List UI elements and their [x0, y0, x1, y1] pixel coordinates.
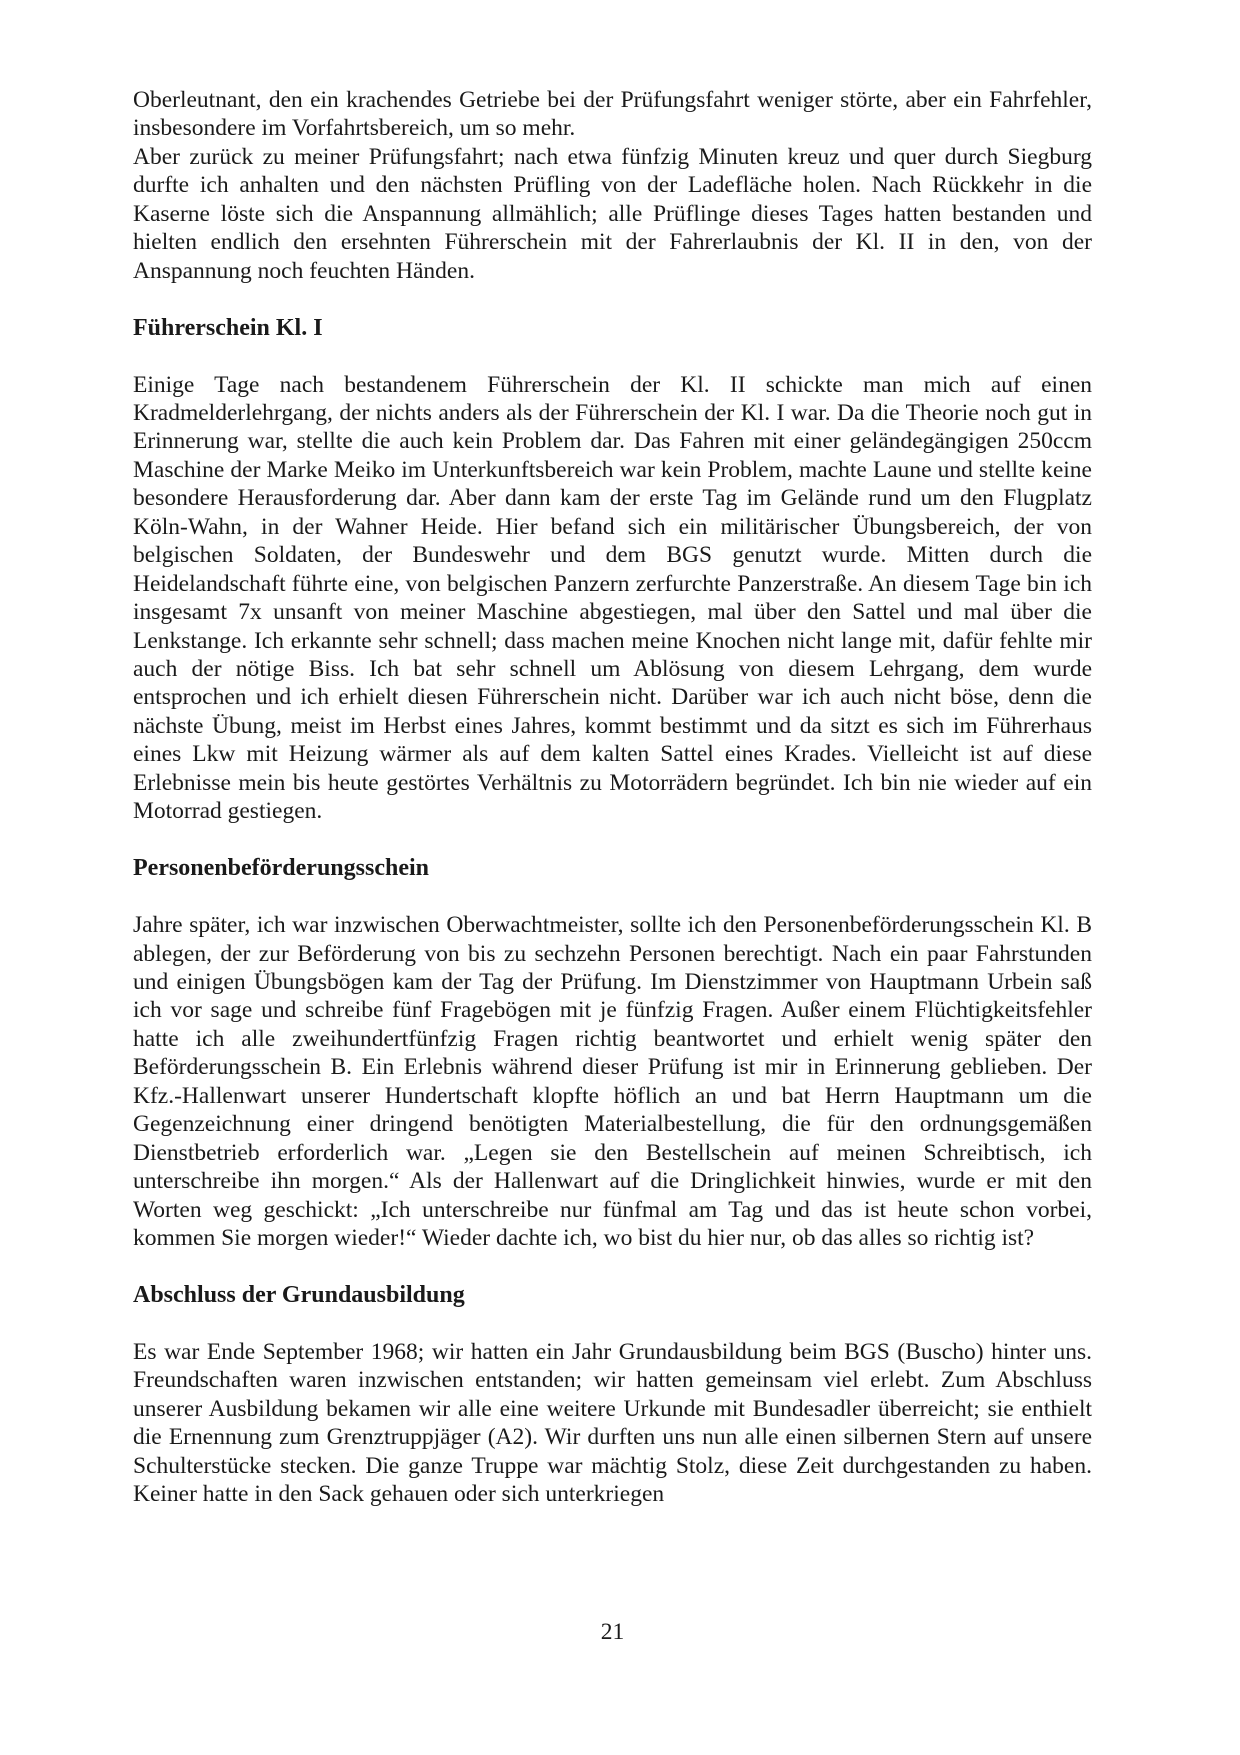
section-heading: Personenbeförderungsschein — [133, 855, 429, 882]
paragraph: Aber zurück zu meiner Prüfungsfahrt; nach etwa fünfzig Minuten kreuz und quer durch Siegburg durfte ich anhalten und den nächsten Prüfling von der Ladefläche holen. Nach Rückkehr in die Kaserne löste sich die Anspannung allmählich; alle Prüflinge dieses Tages hatten bestanden und hielten endlich den ersehnten Führerschein mit der Fahrerlaubnis der Kl. II in den, von der Anspannung noch feuchten Händen. — [133, 143, 1092, 284]
paragraph: Es war Ende September 1968; wir hatten ein Jahr Grundausbildung beim BGS (Buscho) hinter uns. Freundschaften waren inzwischen entstanden; wir hatten gemeinsam viel erlebt. Zum Abschluss unserer Ausbildung bekamen wir alle eine weitere Urkunde mit Bundesadler überreicht; sie enthielt die Ernennung zum Grenztruppjäger (A2). Wir durften uns nun alle einen silbernen Stern auf unsere Schulterstücke stecken. Die ganze Truppe war mächtig Stolz, diese Zeit durchgestanden zu haben. Keiner hatte in den Sack gehauen oder sich unterkriegen — [133, 1338, 1092, 1508]
paragraph: Jahre später, ich war inzwischen Oberwachtmeister, sollte ich den Personenbeförderungsschein Kl. B ablegen, der zur Beförderung von bis zu sechzehn Personen berechtigt. Nach ein paar Fahrstunden und einigen Übungsbögen kam der Tag der Prüfung. Im Dienstzimmer von Hauptmann Urbein saß ich vor sage und schreibe fünf Fragebögen mit je fünfzig Fragen. Außer einem Flüchtigkeitsfehler hatte ich alle zweihundertfünfzig Fragen richtig beantwortet und erhielt wenig später den Beförderungsschein B. Ein Erlebnis während dieser Prüfung ist mir in Erinnerung geblieben. Der Kfz.-Hallenwart unserer Hundertschaft klopfte höflich an und bat Herrn Hauptmann um die Gegenzeichnung einer dringend benötigten Materialbestellung, die für den ordnungsgemäßen Dienstbetrieb erforderlich war. „Legen sie den Bestellschein auf meinen Schreibtisch, ich unterschreibe ihn morgen.“ Als der Hallenwart auf die Dringlichkeit hinwies, wurde er mit den Worten weg geschickt: „Ich unterschreibe nur fünfmal am Tag und das ist heute schon vorbei, kommen Sie morgen wieder!“ Wieder dachte ich, wo bist du hier nur, ob das alles so richtig ist? — [133, 912, 1092, 1252]
section-heading: Führerschein Kl. I — [133, 314, 323, 341]
page-number: 21 — [600, 1619, 625, 1645]
document-body — [133, 86, 1092, 1509]
paragraph: Einige Tage nach bestandenem Führerschein der Kl. II schickte man mich auf einen Kradmelderlehrgang, der nichts anders als der Führerschein der Kl. I war. Da die Theorie noch gut in Erinnerung war, stellte die auch kein Problem dar. Das Fahren mit einer geländegängigen 250ccm Maschine der Marke Meiko im Unterkunftsbereich war kein Problem, machte Laune und stellte keine besondere Herausforderung dar. Aber dann kam der erste Tag im Gelände rund um den Flugplatz Köln-Wahn, in der Wahner Heide. Hier befand sich ein militärischer Übungsbereich, der von belgischen Soldaten, der Bundeswehr und dem BGS genutzt wurde. Mitten durch die Heidelandschaft führte eine, von belgischen Panzern zerfurchte Panzerstraße. An diesem Tage bin ich insgesamt 7x unsanft von meiner Maschine abgestiegen, mal über den Sattel und mal über die Lenkstange. Ich erkannte sehr schnell; dass machen meine Knochen nicht lange mit, dafür fehlte mir auch der nötige Biss. Ich bat sehr schnell um Ablösung von diesem Lehrgang, dem wurde entsprochen und ich erhielt diesen Führerschein nicht. Darüber war ich auch nicht böse, denn die nächste Übung, meist im Herbst eines Jahres, kommt bestimmt und da sitzt es sich im Führerhaus eines Lkw mit Heizung wärmer als auf dem kalten Sattel eines Krades. Vielleicht ist auf diese Erlebnisse mein bis heute gestörtes Verhältnis zu Motorrädern begründet. Ich bin nie wieder auf ein Motorrad gestiegen. — [133, 371, 1092, 825]
paragraph: Oberleutnant, den ein krachendes Getriebe bei der Prüfungsfahrt weniger störte, aber ein Fahrfehler, insbesondere im Vorfahrtsbereich, um so mehr. — [133, 87, 1092, 142]
section-heading: Abschluss der Grundausbildung — [133, 1281, 465, 1308]
